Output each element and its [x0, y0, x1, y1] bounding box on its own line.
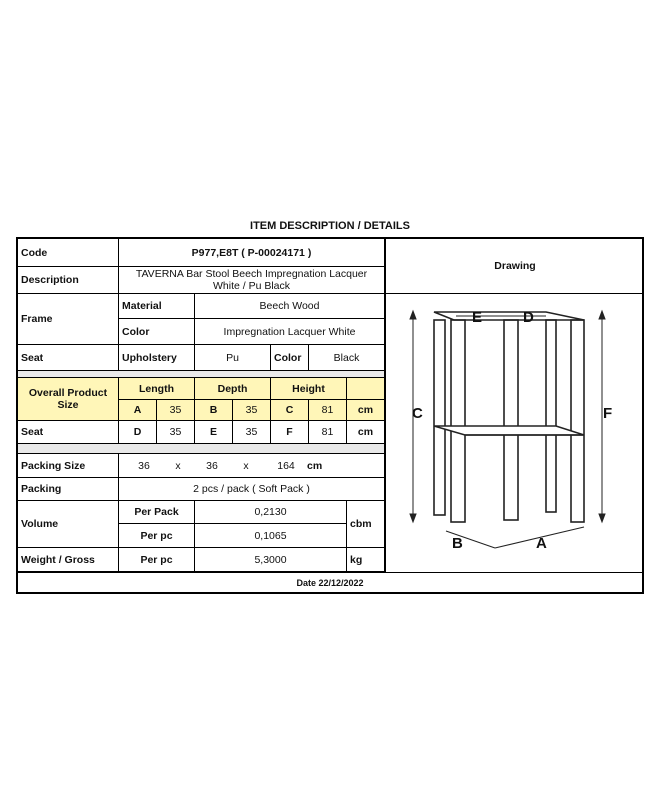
overall-unit: cm: [347, 400, 385, 421]
dim-letter-f: F: [271, 421, 309, 444]
frame-material-value: Beech Wood: [195, 294, 385, 319]
header-unit-blank: [347, 378, 385, 400]
per-pack-label: Per Pack: [119, 501, 195, 524]
code-value: P977,E8T ( P-00024171 ): [119, 239, 385, 267]
stool-drawing: [386, 295, 644, 572]
drawing-letter-b: B: [452, 535, 463, 552]
packing-dim-3: 164: [277, 459, 295, 472]
weight-value: 5,3000: [195, 548, 347, 572]
date-footer: Date 22/12/2022: [18, 572, 642, 593]
details-sheet: [16, 237, 644, 594]
seat-color-value: Black: [309, 345, 385, 371]
height-header: Height: [271, 378, 347, 400]
drawing-letter-f: F: [603, 405, 613, 422]
page-title: ITEM DESCRIPTION / DETAILS: [250, 220, 410, 232]
dim-letter-b: B: [195, 400, 233, 421]
seat-size-unit: cm: [347, 421, 385, 444]
drawing-letter-e: E: [472, 309, 483, 326]
packing-x-1: x: [175, 459, 181, 472]
drawing-label: Drawing: [386, 239, 644, 294]
description-label: Description: [18, 267, 119, 294]
row-spacer: [18, 444, 385, 454]
seat-label: Seat: [18, 345, 119, 371]
dim-value-b: 35: [233, 400, 271, 421]
frame-label: Frame: [18, 294, 119, 345]
per-pack-value: 0,2130: [195, 501, 347, 524]
packing-dim-1: 36: [138, 459, 150, 472]
drawing-letter-c: C: [412, 405, 423, 422]
weight-label: Weight / Gross: [18, 548, 119, 572]
volume-unit: cbm: [347, 501, 385, 548]
overall-size-label: Overall Product Size: [18, 378, 119, 421]
dim-value-f: 81: [309, 421, 347, 444]
upholstery-value: Pu: [195, 345, 271, 371]
drawing-letter-a: A: [536, 535, 547, 552]
code-label: Code: [18, 239, 119, 267]
seat-size-label: Seat: [18, 421, 119, 444]
volume-label: Volume: [18, 501, 119, 548]
depth-header: Depth: [195, 378, 271, 400]
drawing-letter-d: D: [523, 309, 534, 326]
packing-value: 2 pcs / pack ( Soft Pack ): [119, 478, 385, 501]
frame-color-value: Impregnation Lacquer White: [195, 319, 385, 345]
dim-value-c: 81: [309, 400, 347, 421]
dim-letter-e: E: [195, 421, 233, 444]
dim-value-e: 35: [233, 421, 271, 444]
packing-dim-2: 36: [206, 459, 218, 472]
packing-label: Packing: [18, 478, 119, 501]
description-value: TAVERNA Bar Stool Beech Impregnation Lacquer White / Pu Black: [119, 267, 385, 294]
packing-x-2: x: [243, 459, 249, 472]
dim-letter-d: D: [119, 421, 157, 444]
per-pc-value: 0,1065: [195, 524, 347, 548]
frame-color-label: Color: [119, 319, 195, 345]
weight-per-pc-label: Per pc: [119, 548, 195, 572]
stool-diagram: [386, 295, 644, 572]
row-spacer: [18, 371, 385, 378]
dim-value-d: 35: [157, 421, 195, 444]
frame-material-label: Material: [119, 294, 195, 319]
weight-unit: kg: [347, 548, 385, 572]
per-pc-label: Per pc: [119, 524, 195, 548]
packing-size-label: Packing Size: [18, 454, 119, 478]
upholstery-label: Upholstery: [119, 345, 195, 371]
dim-value-a: 35: [157, 400, 195, 421]
packing-size-values: [119, 454, 385, 478]
seat-color-label: Color: [271, 345, 309, 371]
length-header: Length: [119, 378, 195, 400]
dim-letter-c: C: [271, 400, 309, 421]
dim-letter-a: A: [119, 400, 157, 421]
packing-size-unit: cm: [307, 459, 323, 472]
